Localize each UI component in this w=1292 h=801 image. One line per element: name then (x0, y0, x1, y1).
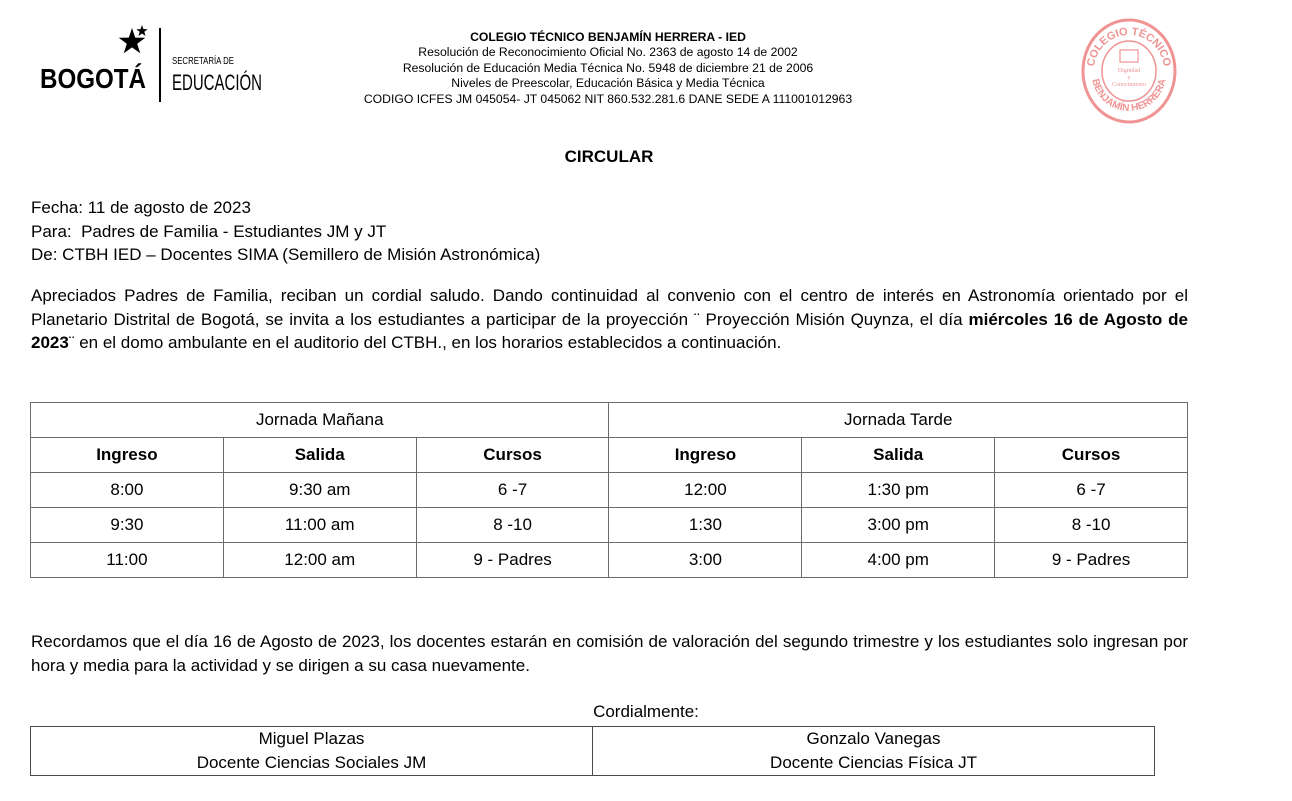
signatures-table (30, 726, 1155, 776)
header-cursos-manana: Cursos (416, 438, 609, 473)
table-cell: 1:30 (609, 508, 802, 543)
header-cursos-tarde: Cursos (995, 438, 1188, 473)
table-cell: 11:00 am (223, 508, 416, 543)
jornada-tarde-header: Jornada Tarde (609, 403, 1188, 438)
institution-header (308, 30, 908, 107)
circular-meta (31, 196, 540, 267)
signature-role: Docente Ciencias Sociales JM (196, 753, 427, 772)
table-row (31, 508, 1188, 543)
table-cell: 8 -10 (995, 508, 1188, 543)
table-cell: 12:00 am (223, 543, 416, 578)
logo-educacion: EDUCACIÓN (172, 70, 262, 95)
table-cell: 4:00 pm (802, 543, 995, 578)
signature-name: Gonzalo Vanegas (806, 729, 941, 748)
schedule-jornada-row (31, 403, 1188, 438)
school-seal (1080, 16, 1178, 124)
meta-sender: De: CTBH IED – Docentes SIMA (Semillero de Misión Astronómica) (31, 245, 541, 264)
logo-city-name: BOGOTÁ (40, 63, 146, 94)
seal-book-icon (1120, 50, 1138, 62)
table-cell: 6 -7 (416, 473, 609, 508)
signature-teacher-jt (593, 727, 1155, 776)
signature-role: Docente Ciencias Física JT (770, 753, 977, 772)
table-cell: 3:00 pm (802, 508, 995, 543)
signature-teacher-jm (31, 727, 593, 776)
logo-star-small (136, 25, 147, 36)
seal-bottom-text: BENJAMÍN HERRERA (1089, 77, 1169, 115)
table-cell: 8:00 (31, 473, 224, 508)
table-row (31, 543, 1188, 578)
table-cell: 9 - Padres (995, 543, 1188, 578)
seal-inner-1: Dignidad (1117, 68, 1141, 74)
bogota-education-logo (38, 22, 268, 106)
table-cell: 6 -7 (995, 473, 1188, 508)
seal-inner-2: y (1127, 75, 1131, 81)
table-cell: 1:30 pm (802, 473, 995, 508)
table-cell: 11:00 (31, 543, 224, 578)
table-cell: 9 - Padres (416, 543, 609, 578)
table-cell: 12:00 (609, 473, 802, 508)
intro-text-2: ¨ en el domo ambulante en el auditorio del CTBH., en los horarios establecidos a continuación. (68, 333, 782, 352)
header-salida-tarde: Salida (802, 438, 995, 473)
table-cell: 9:30 (31, 508, 224, 543)
table-cell: 3:00 (609, 543, 802, 578)
intro-paragraph (31, 284, 1188, 355)
schedule-header-row (31, 438, 1188, 473)
logo-divider (159, 28, 161, 102)
table-row (31, 473, 1188, 508)
header-line-2: Resolución de Educación Media Técnica No. 5948 de diciembre 21 de 2006 (402, 60, 814, 75)
table-cell: 9:30 am (223, 473, 416, 508)
header-ingreso-manana: Ingreso (31, 438, 224, 473)
logo-secretaria: SECRETARÍA DE (172, 56, 252, 67)
schedule-table (30, 402, 1188, 578)
header-line-4: CODIGO ICFES JM 045054- JT 045062 NIT 860.532.281.6 DANE SEDE A 111001012963 (363, 91, 853, 106)
document-title: CIRCULAR (564, 147, 654, 166)
header-line-3: Niveles de Preescolar, Educación Básica y Media Técnica (451, 76, 765, 91)
header-salida-manana: Salida (223, 438, 416, 473)
table-cell: 8 -10 (416, 508, 609, 543)
header-line-1: Resolución de Reconocimiento Oficial No. 2363 de agosto 14 de 2002 (418, 45, 798, 60)
closing-paragraph: Recordamos que el día 16 de Agosto de 2023, los docentes estarán en comisión de valoración del segundo trimestre y los estudiantes solo ingresan por hora y media para la actividad y se dirigen a su casa nuevamente. (31, 632, 1188, 675)
seal-inner-3: Conocimiento (1112, 82, 1146, 88)
signature-name: Miguel Plazas (258, 729, 365, 748)
seal-top-text: COLEGIO TÉCNICO (1085, 25, 1173, 68)
meta-recipients: Para: Padres de Familia - Estudiantes JM y JT (31, 221, 387, 241)
intro-date-bold: miércoles 16 de Agosto de 2023 (31, 309, 1189, 352)
header-ingreso-tarde: Ingreso (609, 438, 802, 473)
jornada-manana-header: Jornada Mañana (31, 403, 609, 438)
intro-text-1: Apreciados Padres de Familia, reciban un cordial saludo. Dando continuidad al convenio con el centro de interés en Astronomía orientado por el Planetario Distrital de Bogotá, se invita a los estudiantes a participar de la proyección ¨ Proyección Misión Quynza, el día (31, 286, 1188, 329)
meta-date: Fecha: 11 de agosto de 2023 (31, 198, 251, 217)
institution-name: COLEGIO TÉCNICO BENJAMÍN HERRERA - IED (470, 30, 746, 44)
signatures-row (31, 727, 1155, 776)
closing-salutation: Cordialmente: (593, 702, 699, 721)
